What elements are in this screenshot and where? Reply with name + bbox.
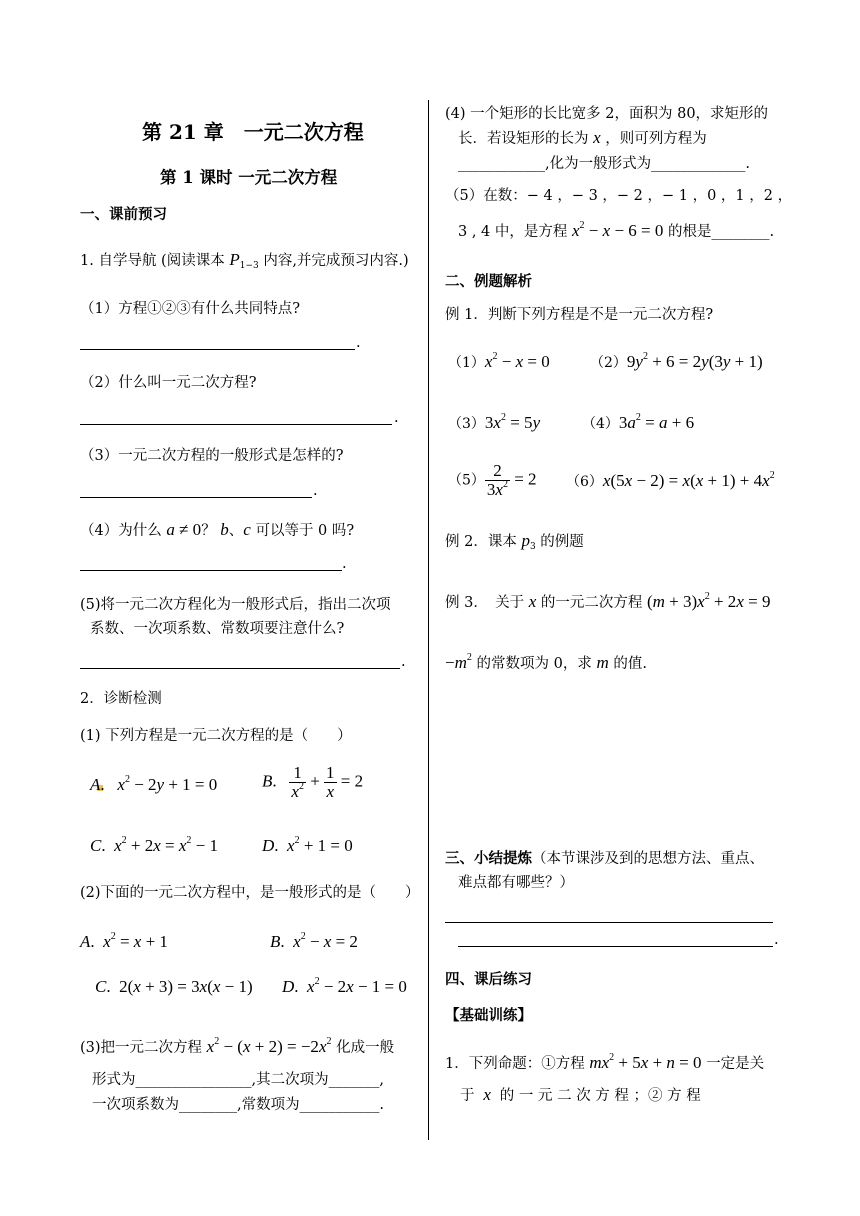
diagnosis-question-3: (3)把一元二次方程 $x^2 - (x + 2) = -2x^2$ 化成一般 xyxy=(80,1036,395,1056)
option-2c: C. 2(x + 3) = 3x(x − 1) xyxy=(95,977,253,996)
example-2: 例 2．课本 $p_3$ 的例题 xyxy=(445,531,584,552)
option-d: D. $x^2 + 1 = 0$ xyxy=(262,835,353,855)
summary-line-2 xyxy=(458,946,773,947)
example-1-item-3: $(3)3x^2 = 5y$ xyxy=(448,412,541,432)
basic-training-heading: 【基础训练】 xyxy=(445,1007,532,1024)
problem-4-line-2: 长．若设矩形的长为 x ，则可列方程为 xyxy=(458,128,707,147)
answer-line-4 xyxy=(80,570,342,571)
section-heading-summary: 三、小结提炼（本节课涉及到的思想方法、重点、 xyxy=(445,850,764,867)
diagnosis-heading: 2．诊断检测 xyxy=(80,691,162,707)
page-subtitle: 第 1 课时 一元二次方程 xyxy=(160,168,338,187)
option-2b: B. $x^2 - x = 2$ xyxy=(270,931,358,951)
problem-5-line-1: （5）在数：− 4 ，− 3 ，− 2 ，− 1 ，0 ，1 ，2 ， xyxy=(445,188,793,204)
option-c: C. $x^2 + 2x = x^2 - 1$ xyxy=(90,835,219,855)
example-1-item-5: （5） $\frac{2}{3x^2}$ = 2 xyxy=(448,461,537,499)
example-1: 例 1．判断下列方程是不是一元二次方程? xyxy=(445,307,714,323)
problem-4-line-3: ____________,化为一般形式为_____________. xyxy=(458,156,750,172)
section-heading-practice: 四、课后练习 xyxy=(445,971,532,988)
column-divider xyxy=(428,100,429,1140)
example-1-item-6: $(6)x(5x - 2) = x(x + 1) + 4x^2$ xyxy=(566,470,775,490)
diagnosis-question-1: (1) 下列方程是一元二次方程的是（ ） xyxy=(80,728,352,744)
example-1-item-1: $(1)x^2 - x = 0$ xyxy=(448,351,550,371)
option-2a: A. $x^2 = x + 1$ xyxy=(80,931,168,951)
example-1-item-2: $(2)9y^2 + 6 = 2y(3y + 1)$ xyxy=(590,351,763,371)
diagnosis-question-2: (2)下面的一元二次方程中，是一般形式的是（ ） xyxy=(80,885,420,901)
question-5-line-1: (5)将一元二次方程化为一般形式后，指出二次项 xyxy=(80,597,391,613)
period: . xyxy=(356,335,361,351)
answer-line-1 xyxy=(80,349,355,350)
answer-line-2 xyxy=(80,424,392,425)
self-study-guide: 1. 自学导航 (阅读课本 $P_{1-3}$ 内容,并完成预习内容.) xyxy=(80,250,409,271)
diagnosis-question-3-line-2: 形式为________________,其二次项为_______, xyxy=(92,1072,384,1088)
question-5-line-2: 系数、一次项系数、常数项要注意什么? xyxy=(90,621,345,637)
period: . xyxy=(401,654,406,670)
section-heading-examples: 二、例题解析 xyxy=(445,273,532,290)
exercise-1-line-2: 于 x 的 一 元 二 次 方 程 ；② 方 程 xyxy=(460,1085,701,1104)
example-1-item-4: $(4)3a^2 = a + 6$ xyxy=(582,412,695,432)
period: . xyxy=(342,556,347,572)
period: . xyxy=(394,410,399,426)
problem-5-line-2: 3 , 4 中，是方程 $x^2 - x - 6 = 0$ 的根是________. xyxy=(458,220,775,240)
exercise-1-line-1: 1．下列命题：①方程 $mx^2 + 5x + n = 0$ 一定是关 xyxy=(445,1052,765,1072)
period: . xyxy=(774,932,779,948)
question-4: （4）为什么 a ≠ 0？ b、c 可以等于 0 吗? xyxy=(80,520,355,539)
option-b: B. $\frac{1}{x^2}$ + $\frac{1}{x}$ = 2 xyxy=(262,763,364,801)
example-3-line-2: $-m^2$ 的常数项为 0，求 m 的值. xyxy=(445,652,647,672)
question-1: （1）方程①②③有什么共同特点? xyxy=(80,301,300,317)
answer-line-5 xyxy=(80,668,400,669)
question-2: （2）什么叫一元二次方程? xyxy=(80,375,257,391)
diagnosis-question-3-line-3: 一次项系数为________,常数项为___________. xyxy=(92,1097,384,1113)
option-2d: D. $x^2 - 2x - 1 = 0$ xyxy=(282,976,407,996)
summary-line-1 xyxy=(445,922,773,923)
example-3-line-1: 例 3． 关于 x 的一元二次方程 $(m + 3)x^2 + 2x = 9$ xyxy=(445,591,771,611)
question-3: （3）一元二次方程的一般形式是怎样的? xyxy=(80,448,344,464)
section-heading-preview: 一、课前预习 xyxy=(80,206,167,223)
summary-note-2: 难点都有哪些？） xyxy=(458,875,574,891)
answer-line-3 xyxy=(80,497,312,498)
option-a: A. $x^2 - 2y + 1 = 0$ xyxy=(90,774,218,794)
problem-4-line-1: (4) 一个矩形的长比宽多 2，面积为 80，求矩形的 xyxy=(445,106,769,122)
page-title: 第 21 章 一元二次方程 xyxy=(142,120,364,144)
period: . xyxy=(313,483,318,499)
